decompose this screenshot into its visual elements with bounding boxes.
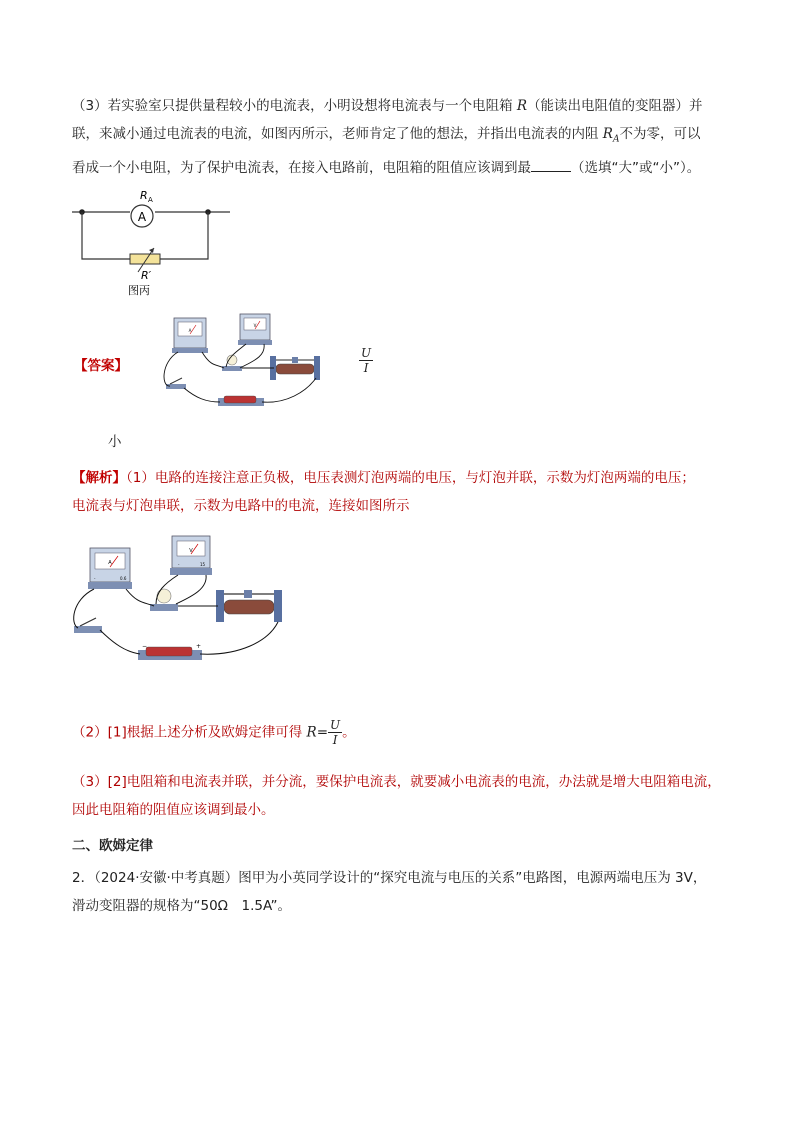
voltmeter-device xyxy=(238,314,272,345)
analysis-p2-fraction xyxy=(328,718,342,747)
ammeter-device xyxy=(172,318,208,353)
ammeter-scale-letter: A xyxy=(188,328,192,333)
answer-circuit-picture xyxy=(156,312,334,412)
voltmeter-device-large xyxy=(170,536,212,575)
q3-ra-sub: A xyxy=(612,134,620,145)
figure-caption: 图丙 xyxy=(128,284,150,297)
analysis-p2-text: （2）[1]根据上述分析及欧姆定律可得 xyxy=(72,724,307,741)
analysis-p1 xyxy=(72,464,732,520)
ammeter-letter: A xyxy=(137,210,147,224)
q3-line2b: 不为零，可以 xyxy=(619,126,701,142)
analysis-line2: 电流表与灯泡串联，示数为电路中的电流，连接如图所示 xyxy=(72,498,410,514)
ammeter-scale-letter-large: A xyxy=(108,560,112,566)
ammeter-terminal-neg: - xyxy=(94,576,96,581)
rbox-label: R′ xyxy=(141,269,152,282)
rheostat-device-large xyxy=(216,590,282,622)
voltmeter-scale-letter: V xyxy=(253,323,257,328)
q3-line3a: 看成一个小电阻，为了保护电流表，在接入电路前，电阻箱的阻值应该调到最 xyxy=(72,159,531,176)
answer-label: 【答案】 xyxy=(74,358,128,374)
q3-line2a: 联，来减小通过电流表的电流，如图丙所示，老师肯定了他的想法，并指出电流表的内阻 xyxy=(72,126,603,142)
q3-r-symbol: R xyxy=(516,98,528,114)
answer-frac-num: U xyxy=(361,346,372,360)
voltmeter-terminal-15: 15 xyxy=(200,562,206,567)
bulb-device xyxy=(222,355,242,371)
ra-label: R xyxy=(140,189,148,202)
switch-device xyxy=(166,378,186,389)
battery-minus: − xyxy=(142,643,148,650)
voltmeter-terminal-neg: - xyxy=(178,562,180,567)
analysis-p2-eq: = xyxy=(316,724,328,741)
battery-device-large xyxy=(138,643,202,660)
q2-line1: 2．（2024·安徽·中考真题）图甲为小英同学设计的“探究电流与电压的关系”电路图，电源两端电压为 3V， xyxy=(72,870,707,886)
answer-small: 小 xyxy=(108,434,122,450)
section-heading: 二、欧姆定律 xyxy=(72,838,153,854)
answer-frac-den: I xyxy=(363,361,369,375)
bulb-device-large xyxy=(150,589,178,611)
analysis-circuit-picture xyxy=(68,532,290,664)
analysis-p3 xyxy=(72,768,732,824)
battery-plus: + xyxy=(196,643,202,650)
battery-device xyxy=(218,396,264,406)
ammeter-device-large xyxy=(88,548,132,589)
ra-label-sub: A xyxy=(148,196,153,204)
analysis-p3-line2: 因此电阻箱的阻值应该调到最小。 xyxy=(72,802,275,818)
answer-blank xyxy=(531,157,571,172)
q3-line3b: （选填“大”或“小”）。 xyxy=(571,159,701,176)
analysis-p2-num: U xyxy=(330,718,341,732)
q3-line1a: （3）若实验室只提供量程较小的电流表，小明设想将电流表与一个电阻箱 xyxy=(72,98,517,114)
q3-ra-symbol: R xyxy=(602,126,613,142)
answer-fraction xyxy=(359,346,373,375)
circuit-diagram-bing xyxy=(70,182,240,297)
analysis-line1: （1）电路的连接注意正负极，电压表测灯泡两端的电压，与灯泡并联，示数为灯泡两端的电压； xyxy=(126,470,695,486)
analysis-p2-den: I xyxy=(332,733,338,747)
question-2 xyxy=(72,864,732,920)
rheostat-device xyxy=(270,356,320,380)
q2-line2: 滑动变阻器的规格为“50Ω 1.5A”。 xyxy=(72,898,292,914)
ammeter-terminal-06: 0.6 xyxy=(120,576,127,581)
q3-line1b: （能读出电阻值的变阻器）并 xyxy=(527,98,703,114)
voltmeter-scale-letter-large: V xyxy=(189,548,193,554)
analysis-label: 【解析】 xyxy=(72,470,126,486)
switch-device-large xyxy=(74,618,102,633)
analysis-p2-r: R xyxy=(306,724,317,741)
resistance-box-symbol xyxy=(130,254,160,264)
analysis-p2-end: 。 xyxy=(342,724,356,741)
analysis-p2 xyxy=(72,718,732,747)
analysis-p3-line1: （3）[2]电阻箱和电流表并联，并分流，要保护电流表，就要减小电流表的电流，办法就是增大电阻箱电流， xyxy=(72,774,721,790)
question-3 xyxy=(72,92,732,182)
